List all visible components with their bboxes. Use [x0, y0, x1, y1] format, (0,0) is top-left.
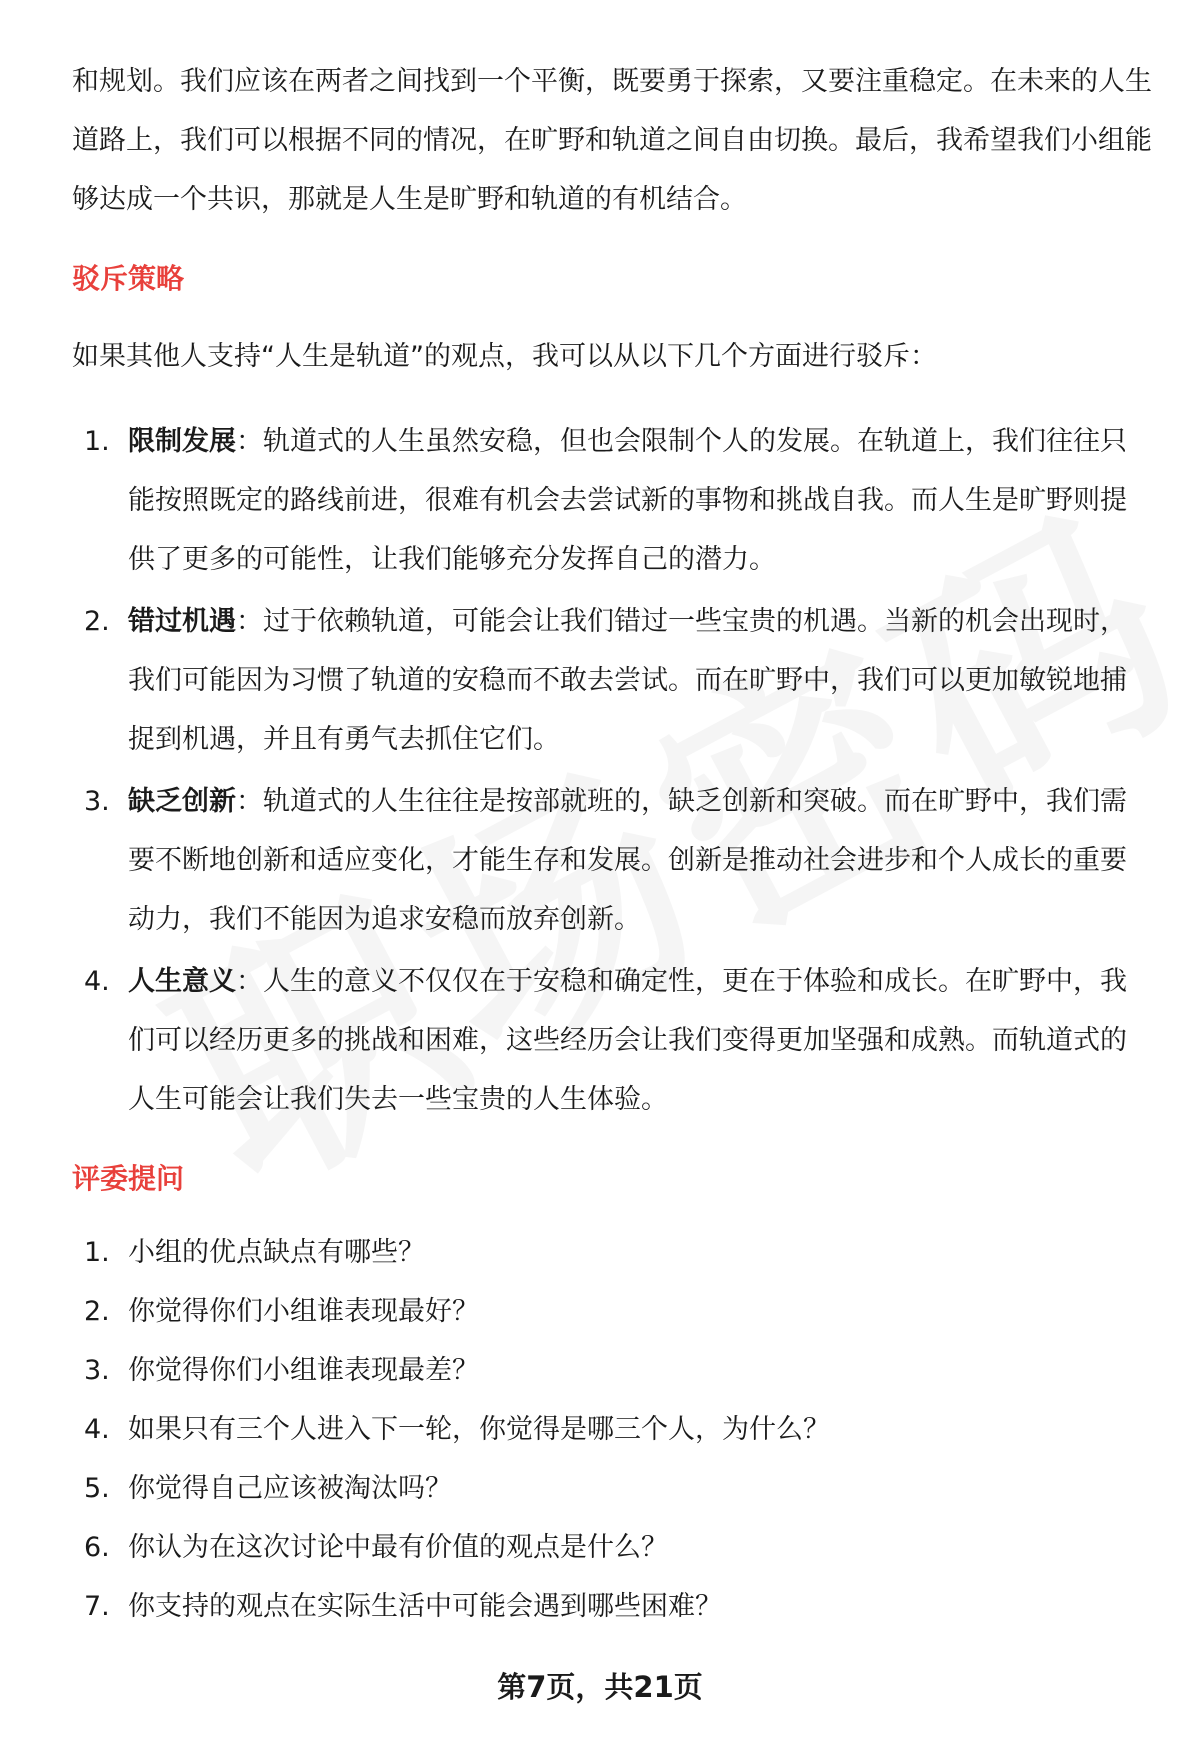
list-term: 人生意义: [128, 966, 236, 997]
list-term: 缺乏创新: [128, 786, 236, 817]
intro-paragraph: 和规划。我们应该在两者之间找到一个平衡，既要勇于探索，又要注重稳定。在未来的人生道路上，我们可以根据不同的情况，在旷野和轨道之间自由切换。最后，我希望我们小组能够达成一个共识，那就是人生是旷野和轨道的有机结合。: [72, 66, 1152, 215]
list-number: 4.: [84, 966, 110, 997]
list-term: 错过机遇: [128, 606, 236, 637]
list-number: 2.: [84, 606, 110, 637]
list-item: [72, 1400, 1152, 1459]
list-text: 你觉得你们小组谁表现最好？: [128, 1296, 479, 1327]
list-item: [72, 1282, 1152, 1341]
list-text: 你认为在这次讨论中最有价值的观点是什么？: [128, 1532, 668, 1563]
list-number: 4.: [84, 1414, 110, 1445]
page-content: [72, 52, 1152, 1636]
list-item: [72, 412, 1152, 589]
list-number: 3.: [84, 1355, 110, 1386]
list-item: [72, 1223, 1152, 1282]
list-number: 6.: [84, 1532, 110, 1563]
list-item: [72, 952, 1152, 1129]
rebuttal-intro: 如果其他人支持“人生是轨道”的观点，我可以从以下几个方面进行驳斥：: [72, 341, 937, 372]
list-number: 7.: [84, 1591, 110, 1622]
list-text: 你觉得自己应该被淘汰吗？: [128, 1473, 452, 1504]
list-number: 3.: [84, 786, 110, 817]
list-number: 5.: [84, 1473, 110, 1504]
list-text: ：人生的意义不仅仅在于安稳和确定性，更在于体验和成长。在旷野中，我们可以经历更多的挑战和困难，这些经历会让我们变得更加坚强和成熟。而轨道式的人生可能会让我们失去一些宝贵的人生体验。: [128, 966, 1127, 1115]
list-item: [72, 1341, 1152, 1400]
list-text: ：过于依赖轨道，可能会让我们错过一些宝贵的机遇。当新的机会出现时，我们可能因为习惯了轨道的安稳而不敢去尝试。而在旷野中，我们可以更加敏锐地捕捉到机遇，并且有勇气去抓住它们。: [128, 606, 1127, 755]
page-number-footer: 第7页，共21页: [497, 1670, 703, 1704]
list-item: [72, 772, 1152, 949]
rebuttal-heading: 驳斥策略: [72, 262, 185, 295]
list-item: [72, 1518, 1152, 1577]
list-number: 1.: [84, 426, 110, 457]
judge-heading: 评委提问: [72, 1162, 185, 1195]
rebuttal-list: [72, 412, 1152, 1129]
list-number: 2.: [84, 1296, 110, 1327]
list-text: 如果只有三个人进入下一轮，你觉得是哪三个人，为什么？: [128, 1414, 830, 1445]
list-item: [72, 1577, 1152, 1636]
list-text: 你觉得你们小组谁表现最差？: [128, 1355, 479, 1386]
list-item: [72, 592, 1152, 769]
list-text: ：轨道式的人生往往是按部就班的，缺乏创新和突破。而在旷野中，我们需要不断地创新和适应变化，才能生存和发展。创新是推动社会进步和个人成长的重要动力，我们不能因为追求安稳而放弃创新。: [128, 786, 1127, 935]
list-item: [72, 1459, 1152, 1518]
judge-question-list: [72, 1223, 1152, 1636]
list-number: 1.: [84, 1237, 110, 1268]
list-text: 小组的优点缺点有哪些？: [128, 1237, 425, 1268]
list-text: 你支持的观点在实际生活中可能会遇到哪些困难？: [128, 1591, 722, 1622]
list-term: 限制发展: [128, 426, 236, 457]
list-text: ：轨道式的人生虽然安稳，但也会限制个人的发展。在轨道上，我们往往只能按照既定的路线前进，很难有机会去尝试新的事物和挑战自我。而人生是旷野则提供了更多的可能性，让我们能够充分发挥自己的潜力。: [128, 426, 1127, 575]
